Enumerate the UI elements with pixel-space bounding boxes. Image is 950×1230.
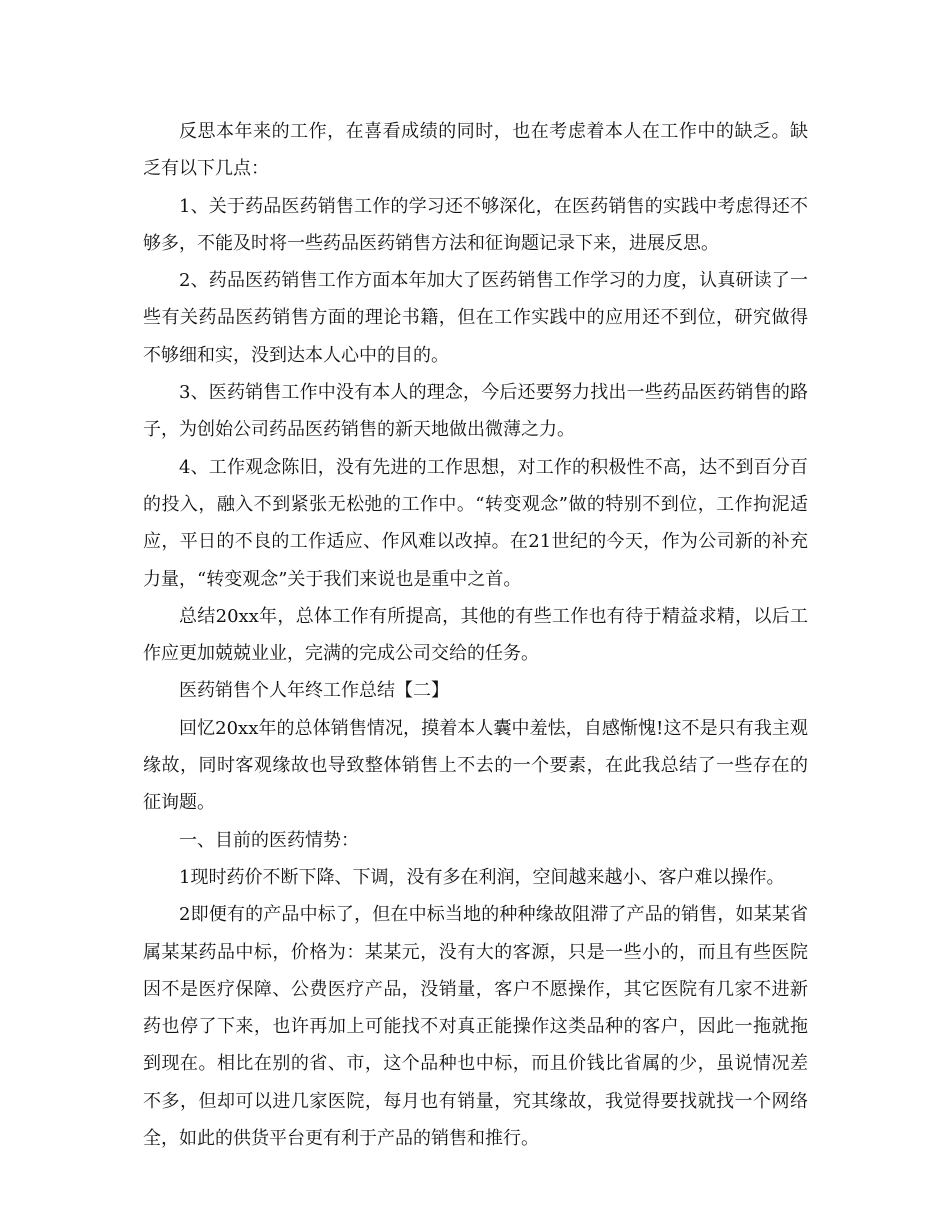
paragraph-point-3: 3、医药销售工作中没有本人的理念，今后还要努力找出一些药品医药销售的路子，为创始公司药品医药销售的新天地做出微薄之力。 xyxy=(143,382,808,441)
paragraph-point-4: 4、工作观念陈旧，没有先进的工作思想，对工作的积极性不高，达不到百分百的投入，融入不到紧张无松弛的工作中。“转变观念”做的特别不到位，工作拘泥适应，平日的不良的工作适应、作风难以改掉。在21世纪的今天，作为公司新的补充力量，“转变观念”关于我们来说也是重中之首。 xyxy=(143,456,808,590)
paragraph-review: 回忆20xx年的总体销售情况，摸着本人囊中羞怯，自感惭愧!这不是只有我主观缘故，同时客观缘故也导致整体销售上不去的一个要素，在此我总结了一些存在的征询题。 xyxy=(143,717,808,814)
document-body xyxy=(143,113,808,1157)
paragraph-reflection: 反思本年来的工作，在喜看成绩的同时，也在考虑着本人在工作中的缺乏。缺乏有以下几点： xyxy=(143,121,808,180)
paragraph-point-1: 1、关于药品医药销售工作的学习还不够深化，在医药销售的实践中考虑得还不够多，不能及时将一些药品医药销售方法和征询题记录下来，进展反思。 xyxy=(143,195,808,254)
paragraph-market-1: 1现时药价不断下降、下调，没有多在利润，空间越来越小、客户难以操作。 xyxy=(179,866,785,888)
paragraph-point-2: 2、药品医药销售工作方面本年加大了医药销售工作学习的力度，认真研读了一些有关药品医药销售方面的理论书籍，但在工作实践中的应用还不到位，研究做得不够细和实，没到达本人心中的目的。 xyxy=(143,270,808,366)
subheading-market-situation: 一、目前的医药情势： xyxy=(179,829,359,851)
paragraph-summary: 总结20xx年，总体工作有所提高，其他的有些工作也有待于精益求精，以后工作应更加兢兢业业，完满的完成公司交给的任务。 xyxy=(143,605,808,665)
paragraph-market-2: 2即便有的产品中标了，但在中标当地的种种缘故阻滞了产品的销售，如某某省属某某药品中标，价格为：某某元，没有大的客源，只是一些小的，而且有些医院因不是医疗保障、公费医疗产品，没销量，客户不愿操作，其它医院有几家不进新药也停了下来，也许再加上可能找不对真正能操作这类品种的客户，因此一拖就拖到现在。相比在别的省、市，这个品种也中标，而且价钱比省属的少，虽说情况差不多，但却可以进几家医院，每月也有销量，究其缘故，我觉得要找就找一个网络全，如此的供货平台更有利于产品的销售和推行。 xyxy=(143,904,808,1150)
section-heading-two: 医药销售个人年终工作总结【二】 xyxy=(179,680,449,702)
